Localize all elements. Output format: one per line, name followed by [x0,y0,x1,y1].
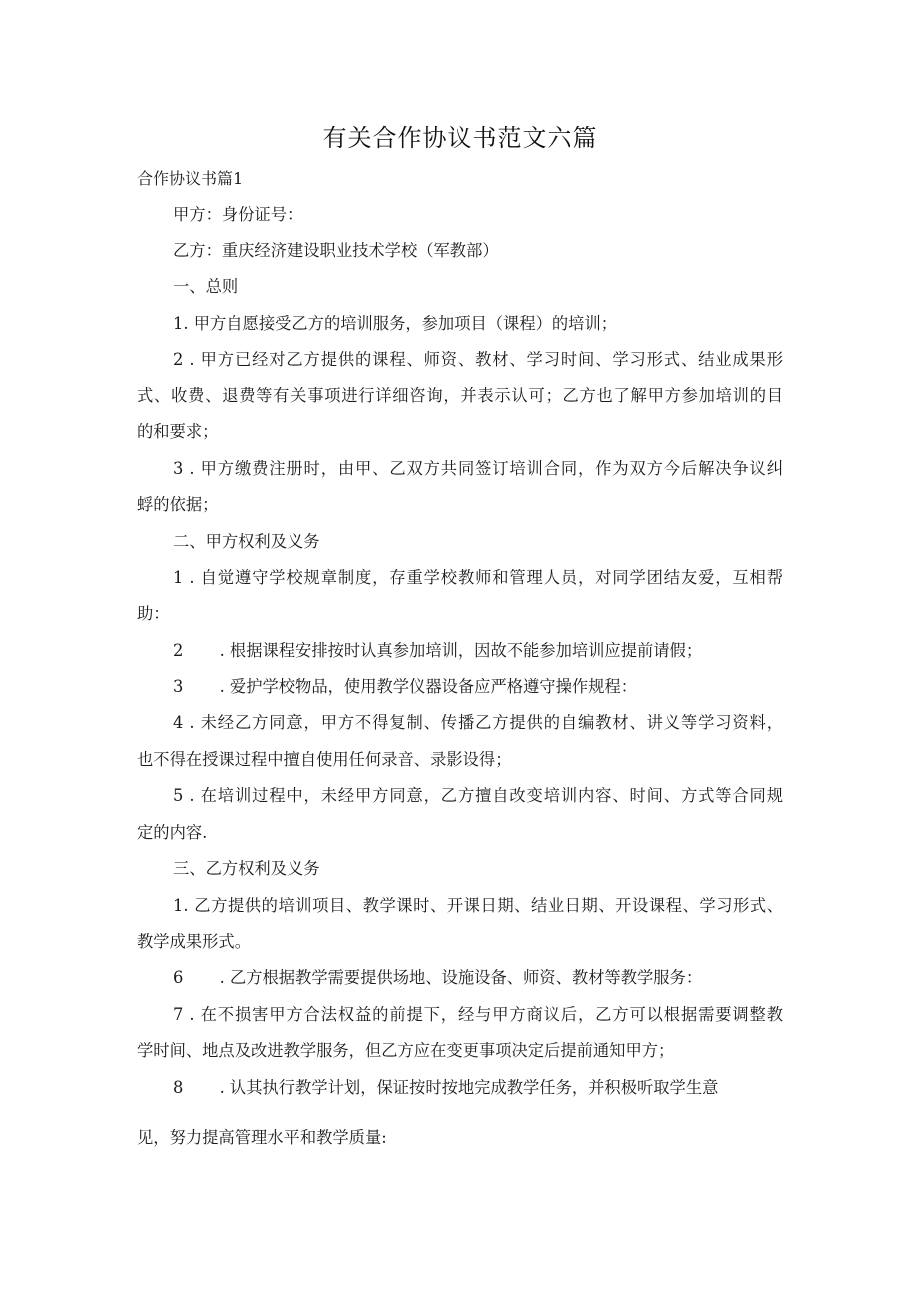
paragraph-line: 助： [137,604,170,623]
paragraph-line: 式、收费、退费等有关事项进行详细咨询，并表示认可；乙方也了解甲方参加培训的目 [137,386,783,405]
paragraph-line: 4 . 未经乙方同意，甲方不得复制、传播乙方提供的自编教材、讲义等学习资料， [173,713,783,732]
paragraph-line: 的和要求； [137,422,219,441]
paragraph-line: 6 . 乙方根据教学需要提供场地、设施设备、师资、教材等教学服务： [173,968,703,987]
party-a-line: 甲方：身份证号： [173,205,304,224]
paragraph-line: 8 . 认其执行教学计划，保证按时按地完成教学任务，并积极听取学生意 [173,1078,719,1097]
paragraph-line: 1. 乙方提供的培训项目、教学课时、开课日期、结业日期、开设课程、学习形式、 [173,896,783,915]
section-heading: 合作协议书篇1 [137,169,244,188]
paragraph-line: 蜉的依据； [137,495,219,514]
paragraph-line: 也不得在授课过程中擅自使用任何录音、录影设得； [137,750,512,769]
heading-party-a-rights: 二、甲方权利及义务 [173,532,320,551]
document-title: 有关合作协议书范文六篇 [322,124,598,152]
paragraph-line: 1. 甲方自愿接受乙方的培训服务，参加项目（课程）的培训； [173,314,618,333]
party-b-line: 乙方：重庆经济建设职业技术学校（军教部） [173,241,499,260]
paragraph-line: 5 . 在培训过程中，未经甲方同意，乙方擅自改变培训内容、时间、方式等合同规 [173,786,783,805]
heading-general: 一、总则 [173,277,239,296]
paragraph-line: 见，努力提高管理水平和教学质量: [137,1128,387,1147]
heading-party-b-rights: 三、乙方权利及义务 [173,859,320,878]
paragraph-line: 3 . 甲方缴费注册时，由甲、乙双方共同签订培训合同，作为双方今后解决争议纠 [173,459,783,478]
paragraph-line: 学时间、地点及改进教学服务，但乙方应在变更事项决定后提前通知甲方； [137,1041,675,1060]
paragraph-line: 教学成果形式。 [137,932,251,951]
paragraph-line: 7 . 在不损害甲方合法权益的前提下，经与甲方商议后，乙方可以根据需要调整教 [173,1005,783,1024]
paragraph-line: 1 . 自觉遵守学校规章制度，存重学校教师和管理人员，对同学团结友爱，互相帮 [173,568,783,587]
paragraph-line: 定的内容. [137,823,208,842]
paragraph-line: 2 . 根据课程安排按时认真参加培训，因故不能参加培训应提前请假； [173,641,703,660]
paragraph-line: 3 . 爱护学校物品，使用教学仪器设备应严格遵守操作规程： [173,677,637,696]
paragraph-line: 2 . 甲方已经对乙方提供的课程、师资、教材、学习时间、学习形式、结业成果形 [173,350,783,369]
